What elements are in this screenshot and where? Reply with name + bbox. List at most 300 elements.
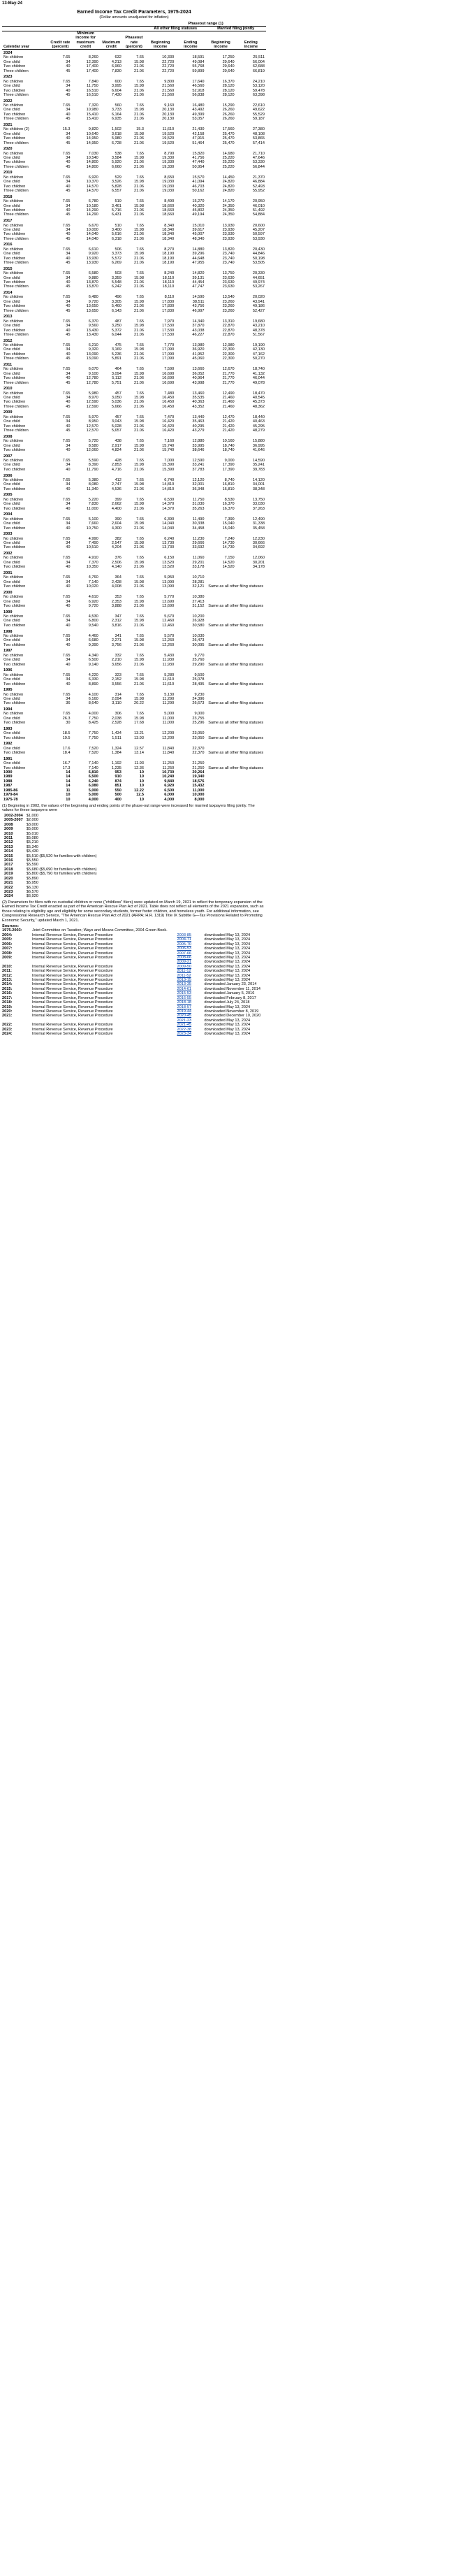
table-cell: 20,130	[162, 112, 175, 117]
table-cell: 21,560	[162, 88, 175, 93]
table-cell: 5,666	[111, 404, 122, 409]
source-link[interactable]: 2021-45	[177, 1023, 192, 1028]
row-label: No children	[3, 672, 24, 677]
table-cell: 600	[115, 79, 122, 84]
table-cell: 21,710	[252, 151, 265, 156]
table-cell: 11,790	[87, 467, 98, 472]
table-cell: 37,783	[192, 467, 205, 472]
table-cell: 34	[66, 59, 71, 64]
source-link[interactable]: 2004-71	[177, 937, 192, 942]
table-cell: 7.65	[136, 536, 145, 541]
row-label: Three children	[3, 380, 29, 385]
row-label: One child	[3, 560, 20, 565]
source-link[interactable]: 2020-45	[177, 1014, 192, 1019]
table-cell: 14,880	[192, 247, 205, 252]
year-heading-row	[2, 73, 266, 80]
table-cell: 25,220	[222, 160, 235, 165]
table-cell: 38,511	[192, 299, 205, 304]
table-cell: 7.65	[62, 367, 71, 372]
table-cell: 9,800	[164, 79, 175, 84]
source-link[interactable]: 2016-55	[177, 995, 192, 1000]
note-year: 2002-2004	[4, 813, 23, 818]
year-heading-row	[2, 265, 266, 271]
table-cell: 7.65	[136, 223, 145, 228]
table-cell: 22,300	[222, 352, 235, 357]
footnote-2: (2) Parameters for filers with no custodial children or none ("childless" filers) were updated on March 19, 2021 to reflect the temporary expansion of the Earned Income Tax Credit enacted as part of the American Rescue Plan Act of 2021. Table does not reflect all elements of the 2021 expansion, such as those relating to eligibility age and eligibility for some secondary students, former foster children, and homeless youth. For additional information, see Congressional Research Service, "The American Rescue Plan Act of 2021 (ARPA; H.R. 1319) Title IX Subtitle G—Tax Provisions Related to Promoting Economic Security," updated March 1, 2021.	[2, 900, 264, 923]
table-cell: 21.06	[134, 376, 145, 381]
table-cell: 3,250	[111, 324, 122, 329]
table-cell: 15,270	[192, 199, 205, 204]
table-cell: 6,920	[88, 175, 98, 180]
note-value: $2,000	[26, 818, 38, 823]
year-heading-row	[2, 531, 266, 537]
table-cell: 15,290	[222, 103, 235, 108]
sources-title: Sources:	[2, 923, 19, 928]
table-cell: 6,557	[111, 189, 122, 194]
table-cell: 21.06	[134, 584, 145, 589]
footnotes	[2, 804, 266, 1037]
table-cell: 31,152	[192, 604, 205, 609]
source-description: Internal Revenue Service, Revenue Procedure	[32, 1005, 113, 1009]
row-label: Two children	[3, 400, 26, 405]
table-cell: 953	[115, 770, 122, 775]
table-cell: 16,810	[222, 482, 235, 487]
table-cell: 10,240	[162, 775, 175, 779]
table-cell: 66,819	[252, 69, 265, 73]
table-cell: 9,720	[88, 604, 98, 609]
table-cell: 45	[66, 308, 71, 313]
row-label: One child	[3, 638, 20, 643]
source-download-date: downloaded May 13, 2024	[204, 1005, 251, 1009]
table-cell: 21,770	[222, 371, 235, 376]
table-cell: 6,920	[164, 784, 175, 789]
table-cell: 14	[66, 770, 71, 775]
row-label: Three children	[3, 189, 29, 194]
table-cell: 4,824	[111, 448, 122, 453]
table-cell: 25,078	[192, 677, 205, 682]
table-cell: 15.98	[134, 521, 145, 526]
source-link[interactable]: 2023-34	[177, 1032, 192, 1037]
table-cell: 21.06	[134, 642, 145, 647]
table-cell: 13,310	[222, 319, 235, 324]
row-label: Two children	[3, 88, 26, 93]
table-cell: 10,000	[86, 227, 98, 232]
source-link[interactable]: 2007-66	[177, 951, 192, 956]
table-cell: 306	[115, 712, 122, 717]
table-cell: 10	[139, 797, 145, 802]
table-cell: 14,680	[222, 151, 235, 156]
table-cell: 5,372	[111, 328, 122, 333]
note-value: $6,920	[26, 894, 38, 899]
year-heading-row	[2, 217, 266, 224]
table-cell: 7.65	[62, 55, 71, 60]
source-link[interactable]: 2008-66	[177, 955, 192, 960]
table-cell: 20,950	[252, 199, 265, 204]
source-description: Internal Revenue Service, Revenue Procedure	[32, 973, 113, 978]
table-cell: 7,970	[164, 319, 175, 324]
table-cell: 3,461	[111, 203, 122, 208]
source-description: Internal Revenue Service, Revenue Procedure	[32, 964, 113, 969]
table-cell: 16,450	[162, 400, 175, 405]
source-link[interactable]: 2006-53	[177, 947, 192, 951]
credit-rate-header: Credit rate (percent)	[49, 31, 71, 50]
source-download-date: downloaded May 13, 2024	[204, 937, 251, 942]
table-cell: 323	[115, 672, 122, 677]
table-cell: 40	[66, 448, 71, 453]
table-cell: 45	[66, 213, 71, 217]
table-cell: 11,930	[162, 658, 175, 663]
table-cell: 15.98	[134, 275, 145, 280]
row-label: No children	[3, 295, 24, 300]
table-cell: 32,001	[192, 482, 205, 487]
row-label: One child	[3, 419, 20, 424]
table-cell: 18,470	[252, 391, 265, 396]
table-cell: 15.98	[134, 419, 145, 424]
table-cell: 18,190	[162, 261, 175, 266]
source-link[interactable]: 2005-70	[177, 942, 192, 947]
table-cell: 21.06	[134, 304, 145, 309]
table-cell: 21.06	[134, 64, 145, 69]
source-year: 2015:	[2, 986, 13, 991]
table-cell: 15,040	[222, 526, 235, 531]
table-cell: 7.65	[136, 517, 145, 521]
table-cell: 8,640	[88, 701, 98, 706]
source-download-date: downloaded January 23, 2014	[204, 982, 257, 987]
table-cell: 14,120	[252, 477, 265, 482]
table-cell: 45	[66, 429, 71, 433]
table-cell: 11,750	[192, 497, 205, 502]
source-download-date: downloaded May 13, 2024	[204, 960, 251, 965]
source-link[interactable]: 2011-52	[177, 973, 191, 978]
married-ending-income-header: Ending income	[236, 31, 266, 50]
table-cell: 13,980	[192, 343, 205, 347]
table-cell: 874	[115, 779, 122, 784]
table-cell: 6,240	[88, 779, 98, 784]
table-cell: 7,660	[88, 521, 98, 526]
table-cell: 8,950	[88, 419, 98, 424]
table-cell: 464	[115, 367, 122, 372]
table-cell: 21.06	[134, 429, 145, 433]
note-year: 2016	[4, 858, 13, 863]
table-cell: 21,420	[222, 424, 235, 429]
row-label: No children	[3, 536, 24, 541]
table-cell: 34	[66, 521, 71, 526]
table-cell: 7,140	[88, 580, 98, 584]
table-cell: 25,220	[222, 164, 235, 169]
table-cell: 28,120	[222, 88, 235, 93]
table-cell: 26,260	[222, 108, 235, 113]
table-cell: 8,650	[164, 175, 175, 180]
row-label: No children	[3, 271, 24, 276]
table-cell: 7,160	[164, 439, 175, 444]
table-cell: 13,440	[192, 415, 205, 419]
table-cell: 50,597	[252, 232, 265, 237]
table-cell: 16,690	[162, 376, 175, 381]
table-cell: 21.06	[134, 213, 145, 217]
source-link[interactable]: 2018-18	[177, 1000, 192, 1005]
source-link[interactable]: 2009-21	[177, 960, 192, 965]
table-cell: 13,430	[86, 328, 98, 333]
note-value: $5,080	[26, 835, 38, 840]
table-cell: 23,740	[222, 261, 235, 266]
year-label: 2013	[3, 315, 13, 319]
source-link[interactable]: 2014-61	[177, 986, 192, 991]
table-cell: 7.65	[62, 439, 71, 444]
table-cell: 25,760	[192, 658, 205, 663]
table-cell: 4,340	[88, 653, 98, 658]
table-cell: 24,820	[222, 180, 235, 185]
table-cell: 49,399	[192, 112, 205, 117]
table-cell: 23,260	[222, 304, 235, 309]
table-cell: 10,510	[86, 545, 98, 550]
table-cell: 28,495	[192, 682, 205, 686]
table-cell: 15,010	[192, 223, 205, 228]
year-heading-row	[2, 589, 266, 596]
table-cell: 14,520	[222, 560, 235, 565]
row-label: One child	[3, 156, 20, 161]
table-cell: 16.7	[62, 761, 71, 766]
table-cell: 6,960	[111, 64, 122, 69]
table-cell: 15.98	[134, 677, 145, 682]
table-cell: 14,570	[86, 189, 98, 194]
source-link[interactable]: 2018-57	[177, 1005, 192, 1009]
married-beginning-income-header: Beginning income	[205, 31, 235, 50]
table-cell: 36,052	[192, 371, 205, 376]
table-cell: 7.65	[136, 271, 145, 276]
table-cell: 7.65	[136, 477, 145, 482]
table-cell: 7.65	[136, 595, 145, 600]
note-value: $5,210	[26, 840, 38, 845]
table-cell: 10,160	[222, 439, 235, 444]
source-description: Internal Revenue Service, Revenue Procedure	[32, 1027, 113, 1032]
table-cell: 5,000	[88, 793, 98, 798]
table-cell: 14,730	[222, 540, 235, 545]
table-cell: 12,570	[86, 424, 98, 429]
table-cell: 5,548	[111, 280, 122, 285]
table-cell: 43,038	[192, 328, 205, 333]
table-cell: 47,162	[252, 352, 265, 357]
row-label: Two children	[3, 184, 26, 189]
table-cell: 12,470	[222, 415, 235, 419]
source-link[interactable]: 2013-15	[177, 978, 192, 983]
year-heading-row	[2, 194, 266, 200]
year-label: 2002	[3, 552, 13, 556]
table-cell: 1,192	[111, 761, 122, 766]
table-cell: 45,373	[252, 400, 265, 405]
table-cell: 12,230	[252, 536, 265, 541]
table-cell: 11,250	[162, 765, 175, 770]
table-row	[2, 798, 266, 802]
source-year: 2022:	[2, 1023, 13, 1028]
table-cell: 40	[66, 112, 71, 117]
table-cell: 1,502	[111, 127, 122, 132]
table-cell: 457	[115, 391, 122, 396]
table-cell: 59,899	[192, 69, 205, 73]
table-cell: 17,530	[162, 324, 175, 329]
year-label: 2010	[3, 387, 13, 391]
row-label: 1987	[3, 784, 13, 789]
year-label: 1995	[3, 688, 13, 693]
table-cell: 42,158	[192, 131, 205, 136]
table-cell: 6,210	[88, 343, 98, 347]
table-cell: 538	[115, 151, 122, 156]
source-link[interactable]: 2019-44	[177, 1009, 192, 1014]
table-cell: 14,040	[162, 526, 175, 531]
table-cell: 20,130	[162, 108, 175, 113]
table-cell: 7,750	[88, 735, 98, 740]
row-label: Two children	[3, 584, 26, 589]
table-cell: 16,480	[192, 103, 205, 108]
table-cell: 34	[66, 203, 71, 208]
row-label: One child	[3, 371, 20, 376]
table-cell: 18,110	[162, 275, 175, 280]
row-label: One child	[3, 347, 20, 352]
table-cell: 8,000	[194, 797, 205, 802]
year-heading-row	[2, 472, 266, 478]
table-cell: 45,207	[252, 227, 265, 232]
table-cell: 12,590	[86, 404, 98, 409]
row-label: One child	[3, 131, 20, 136]
table-cell: 44,846	[252, 252, 265, 257]
table-cell: 8,390	[88, 463, 98, 468]
table-cell: 41,094	[192, 180, 205, 185]
table-cell: 16,510	[86, 88, 98, 93]
row-label: Two children	[3, 545, 26, 550]
table-cell: 13,520	[162, 560, 175, 565]
table-cell: 7,320	[88, 103, 98, 108]
table-cell: 19,030	[162, 184, 175, 189]
table-cell: 2,747	[111, 482, 122, 487]
row-label: Two children	[3, 352, 26, 357]
table-cell: 2,094	[111, 696, 122, 701]
note-value: $5,010	[26, 831, 38, 836]
year-label: 2023	[3, 75, 13, 80]
year-label: 1996	[3, 668, 13, 673]
source-link[interactable]: 2015-53	[177, 991, 192, 996]
table-cell: 34	[66, 443, 71, 448]
table-cell: 34	[66, 275, 71, 280]
table-cell: 23,630	[222, 285, 235, 289]
same-as-all-note: Same as all other filing statuses	[208, 662, 264, 667]
table-cell: 33,692	[192, 545, 205, 550]
source-link[interactable]: 2009-50	[177, 964, 192, 969]
table-cell: 7,520	[88, 746, 98, 751]
table-cell: 5,430	[164, 653, 175, 658]
table-cell: 15.98	[134, 156, 145, 161]
table-cell: 45	[66, 357, 71, 361]
table-cell: 10,710	[192, 575, 205, 580]
table-cell: 40	[66, 584, 71, 589]
source-description: Internal Revenue Service, Revenue Procedure	[32, 1014, 113, 1019]
table-cell: 560	[115, 103, 122, 108]
table-cell: 7,480	[164, 391, 175, 396]
table-cell: 5,616	[111, 232, 122, 237]
table-cell: 475	[115, 343, 122, 347]
table-cell: 17,830	[162, 308, 175, 313]
table-cell: 4,990	[88, 536, 98, 541]
source-link[interactable]: 2021-23	[177, 1018, 192, 1023]
table-cell: 14,040	[162, 521, 175, 526]
table-cell: 5,891	[111, 357, 122, 361]
table-cell: 12,880	[192, 439, 205, 444]
row-label: One child	[3, 108, 20, 113]
row-label: One child	[3, 482, 20, 487]
source-description: Internal Revenue Service, Revenue Procedure	[32, 951, 113, 956]
table-cell: 44,651	[252, 275, 265, 280]
table-cell: 7,140	[88, 765, 98, 770]
table-cell: 53,120	[252, 84, 265, 89]
source-description: Internal Revenue Service, Revenue Procedure	[32, 947, 113, 951]
table-cell: 412	[115, 477, 122, 482]
note-value: $5,680 ($5,690 for families with children)	[26, 867, 97, 872]
table-cell: 7.65	[136, 633, 145, 638]
table-cell: 21.06	[134, 380, 145, 385]
table-cell: 17.68	[134, 721, 145, 726]
source-link[interactable]: 2011-12	[177, 969, 191, 974]
table-cell: 10,370	[86, 180, 98, 185]
source-description: Internal Revenue Service, Revenue Procedure	[32, 955, 113, 960]
table-cell: 49,622	[252, 108, 265, 113]
year-label: 1994	[3, 707, 13, 712]
row-label: Three children	[3, 285, 29, 289]
year-heading-row	[2, 647, 266, 654]
table-cell: 7.65	[136, 343, 145, 347]
table-cell: 6,728	[111, 141, 122, 145]
row-label: No children	[3, 319, 24, 324]
table-cell: 59,187	[252, 117, 265, 122]
source-link[interactable]: 2003-85	[177, 933, 192, 937]
table-cell: 5,950	[164, 575, 175, 580]
table-cell: 40	[66, 662, 71, 667]
table-cell: 21.06	[134, 208, 145, 213]
table-cell: 45	[66, 189, 71, 194]
table-cell: 17,090	[162, 347, 175, 352]
year-label: 2014	[3, 290, 13, 295]
source-link[interactable]: 2022-38	[177, 1027, 192, 1032]
row-label: Three children	[3, 332, 29, 337]
source-description: Internal Revenue Service, Revenue Procedure	[32, 991, 113, 996]
table-cell: 7,750	[88, 716, 98, 721]
source-download-date: downloaded May 13, 2024	[204, 1032, 251, 1037]
document-subtitle: (Dollar amounts unadjusted for inflation)	[99, 15, 169, 20]
table-cell: 43,210	[252, 324, 265, 329]
table-cell: 7.65	[62, 247, 71, 252]
table-cell: 34,178	[252, 565, 265, 570]
table-cell: 36,995	[252, 443, 265, 448]
row-label: One child	[3, 599, 20, 604]
table-cell: 52,427	[252, 308, 265, 313]
table-cell: 7,490	[88, 540, 98, 545]
table-cell: 13,730	[162, 545, 175, 550]
table-cell: 25,470	[222, 131, 235, 136]
note-value: $6,570	[26, 890, 38, 895]
year-label: 2024	[3, 51, 13, 55]
table-cell: 5,112	[112, 376, 122, 381]
table-cell: 851	[115, 784, 122, 789]
table-cell: 550	[115, 788, 122, 793]
row-label: One child	[3, 84, 20, 89]
year-label: 1999	[3, 610, 13, 614]
row-label: Two children	[3, 448, 26, 453]
table-cell: 3,050	[111, 396, 122, 400]
row-label: Two children	[3, 642, 26, 647]
table-cell: 3,305	[111, 299, 122, 304]
year-label: 1992	[3, 742, 13, 747]
source-link[interactable]: 2013-35	[177, 982, 192, 987]
table-cell: 2,917	[111, 443, 122, 448]
source-description: Joint Committee on Taxation; Ways and Means Committee, 2004 Green Book.	[32, 928, 168, 933]
row-label: No children	[3, 653, 24, 658]
